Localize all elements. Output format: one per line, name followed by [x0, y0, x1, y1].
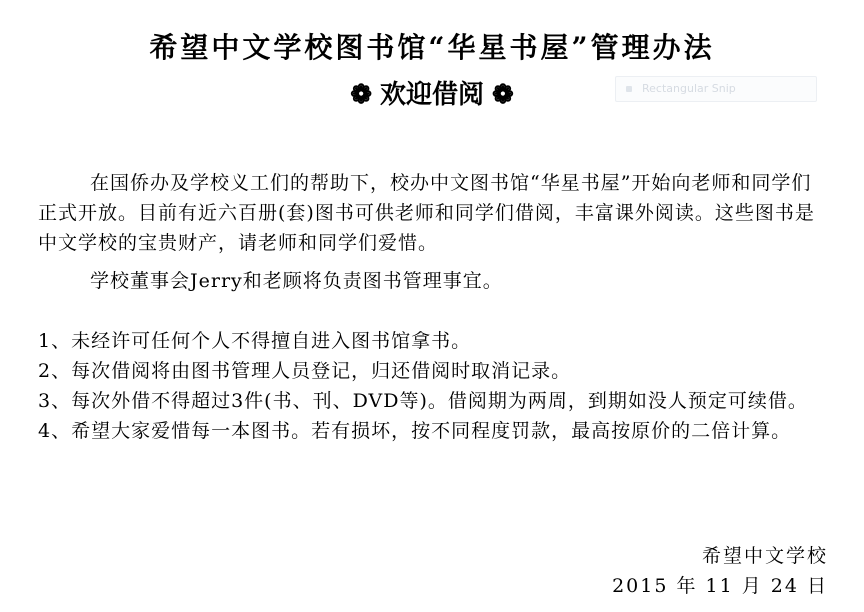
intro-paragraph: 在国侨办及学校义工们的帮助下，校办中文图书馆“华星书屋”开始向老师和同学们正式开放。目前有近六百册(套)图书可供老师和同学们借阅，丰富课外阅读。这些图书是中文学校的宝贵财产，请老师和同学们爱惜。 — [38, 172, 815, 254]
document-title: 希望中文学校图书馆“华星书屋”管理办法 — [149, 31, 715, 64]
rule-item-4: 4、希望大家爱惜每一本图书。若有损坏，按不同程度罚款，最高按原价的二倍计算。 — [38, 420, 792, 442]
rectangular-snip-overlay[interactable] — [615, 76, 817, 102]
rules-list — [38, 326, 828, 446]
signature-organization: 希望中文学校 — [701, 545, 828, 567]
snip-icon — [626, 86, 632, 92]
management-paragraph: 学校董事会Jerry和老顾将负责图书管理事宜。 — [90, 270, 503, 292]
subtitle-text: 欢迎借阅 — [379, 80, 484, 110]
flower-ornament-icon: ❁ — [350, 80, 372, 110]
flower-ornament-icon: ❁ — [492, 80, 514, 110]
rule-item-3: 3、每次外借不得超过3件(书、刊、DVD等)。借阅期为两周，到期如没人预定可续借。 — [38, 390, 808, 412]
snip-label: Rectangular Snip — [642, 82, 736, 95]
rule-item-2: 2、每次借阅将由图书管理人员登记，归还借阅时取消记录。 — [38, 360, 572, 382]
rule-item-1: 1、未经许可任何个人不得擅自进入图书馆拿书。 — [38, 330, 472, 352]
signature-date: 2015 年 11 月 24 日 — [612, 575, 828, 597]
